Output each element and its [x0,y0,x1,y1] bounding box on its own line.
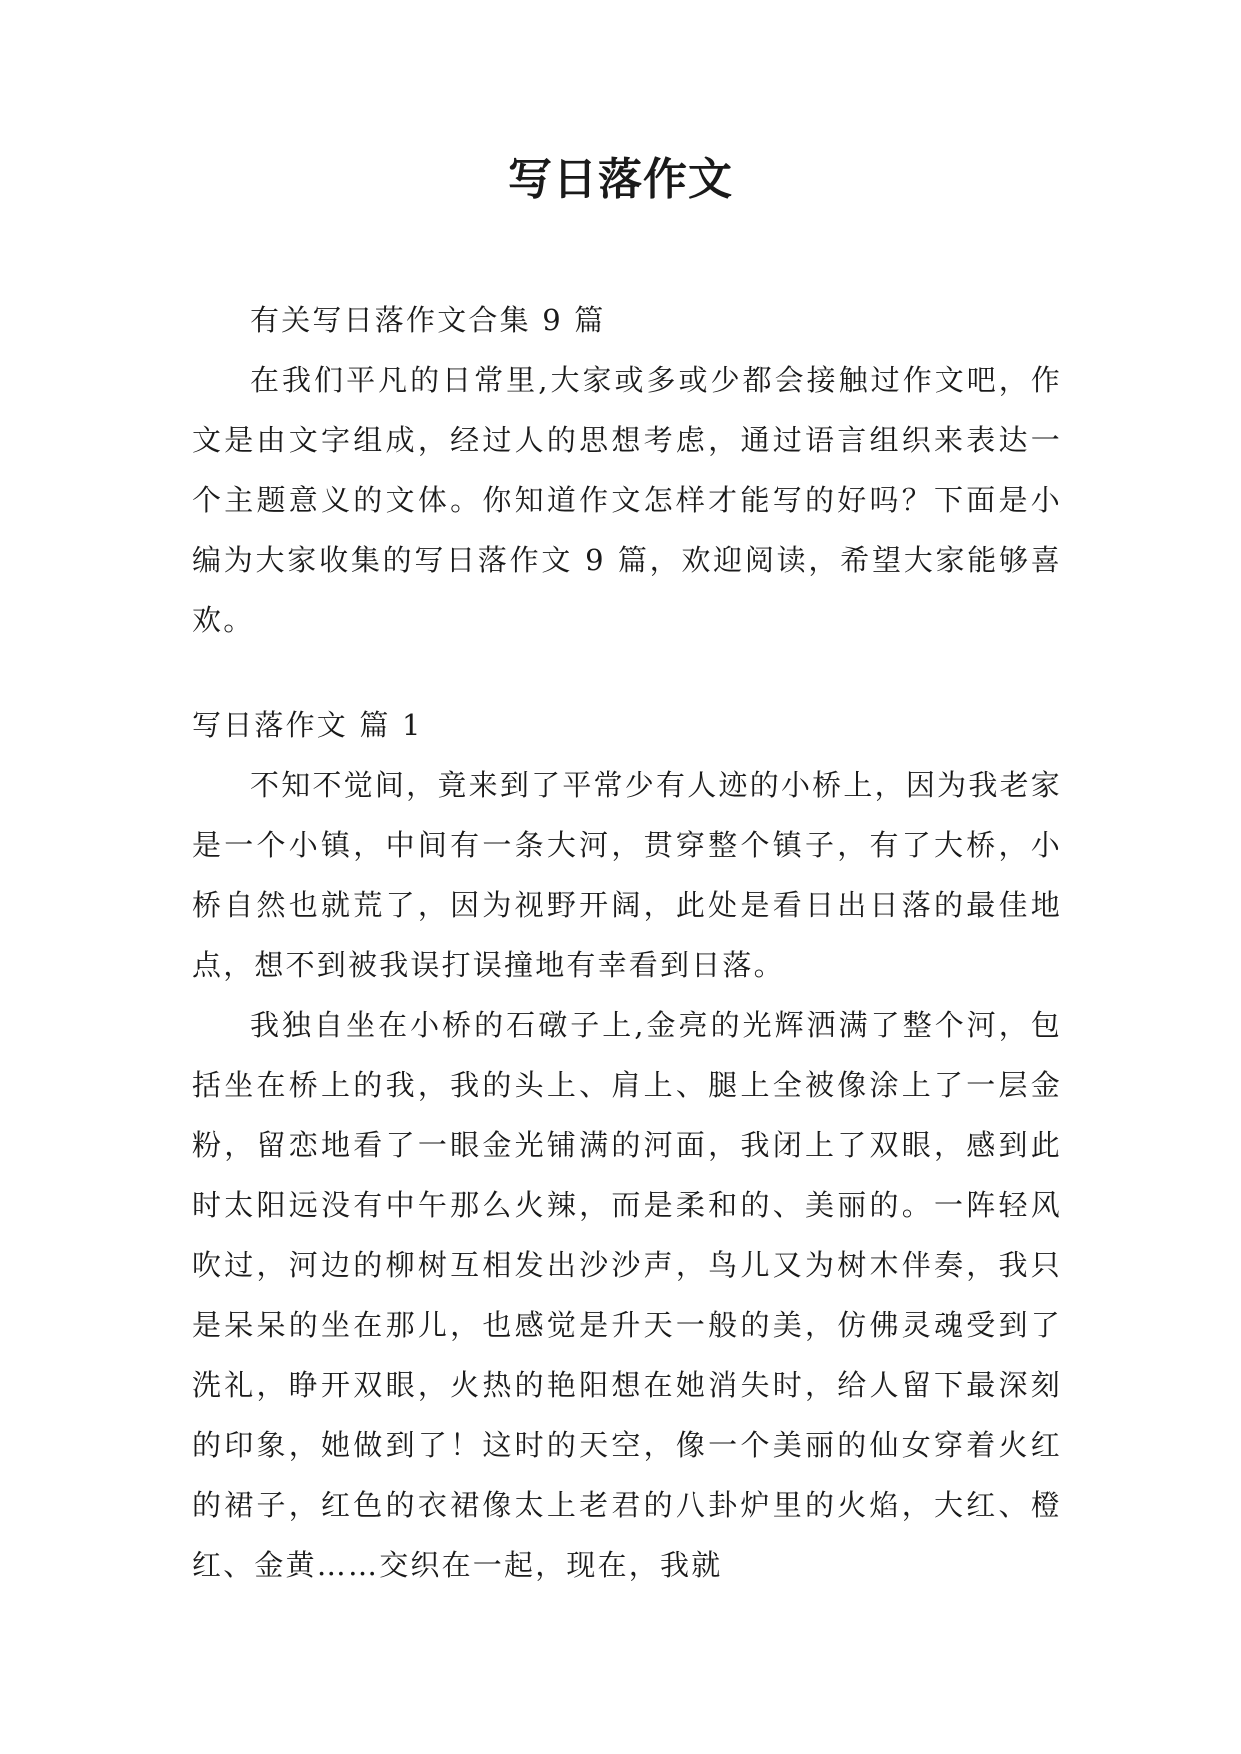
section-paragraph: 我独自坐在小桥的石礅子上,金亮的光辉洒满了整个河，包括坐在桥上的我，我的头上、肩上、腿上全被像涂上了一层金粉，留恋地看了一眼金光铺满的河面，我闭上了双眼，感到此时太阳远没有中午那么火辣，而是柔和的、美丽的。一阵轻风吹过，河边的柳树互相发出沙沙声，鸟儿又为树木伴奏，我只是呆呆的坐在那儿，也感觉是升天一般的美，仿佛灵魂受到了洗礼，睁开双眼，火热的艳阳想在她消失时，给人留下最深刻的印象，她做到了！这时的天空，像一个美丽的仙女穿着火红的裙子，红色的衣裙像太上老君的八卦炉里的火焰，大红、橙红、金黄……交织在一起，现在，我就 [192,1008,1062,1582]
document-body [192,290,1062,1595]
section-paragraph: 不知不觉间，竟来到了平常少有人迹的小桥上，因为我老家是一个小镇，中间有一条大河，贯穿整个镇子，有了大桥，小桥自然也就荒了，因为视野开阔，此处是看日出日落的最佳地点，想不到被我误打误撞地有幸看到日落。 [192,768,1062,982]
section-heading: 写日落作文 篇 1 [192,708,423,742]
intro-heading: 有关写日落作文合集 9 篇 [250,303,606,337]
document-title: 写日落作文 [508,154,733,205]
intro-paragraph: 在我们平凡的日常里,大家或多或少都会接触过作文吧，作文是由文字组成，经过人的思想考虑，通过语言组织来表达一个主题意义的文体。你知道作文怎样才能写的好吗？下面是小编为大家收集的写日落作文 9 篇，欢迎阅读，希望大家能够喜欢。 [192,363,1062,637]
